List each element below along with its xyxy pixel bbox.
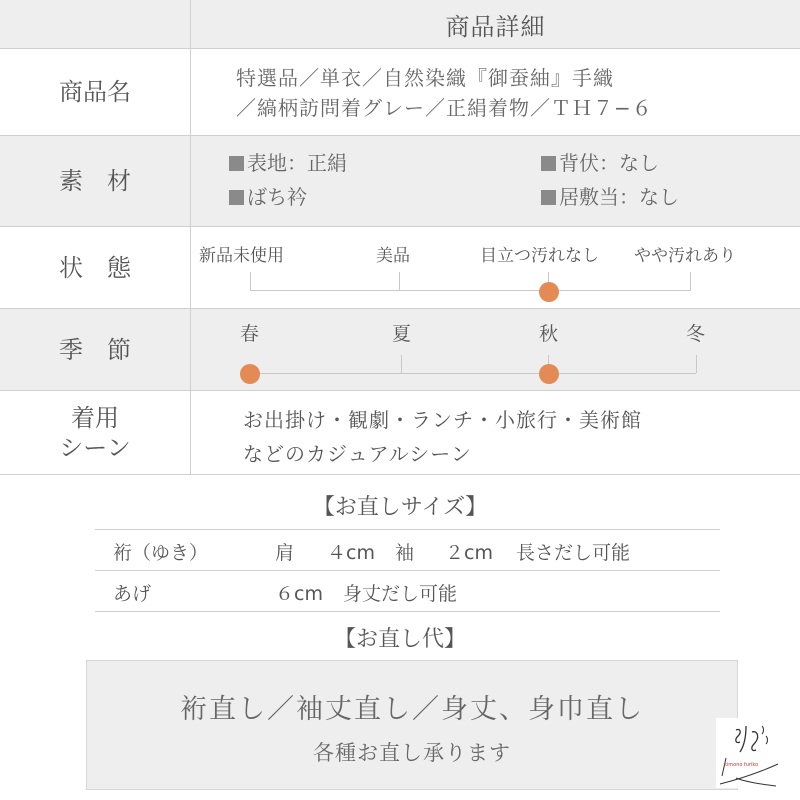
- scene-value: [243, 403, 642, 471]
- brand-logo-icon: [716, 718, 782, 788]
- condition-level-label: 目立つ汚れなし: [480, 246, 599, 266]
- season-label: 冬: [686, 323, 706, 345]
- square-bullet-icon: [541, 156, 556, 171]
- season-label: 春: [240, 323, 260, 345]
- material-item: ばち衿: [229, 182, 307, 212]
- season-scale-line: [250, 373, 696, 374]
- product-name-line1: 特選品／単衣／自然染織『御蚕紬』手織: [236, 66, 614, 90]
- season-label: 夏: [392, 323, 412, 345]
- condition-scale-line: [250, 290, 691, 291]
- size-row-yuki: 裄（ゆき） 肩 ４cm 袖 ２cm 長さだし可能: [95, 529, 720, 571]
- header-title: 商品詳細: [445, 12, 546, 41]
- header-corner: [0, 0, 191, 48]
- label-season: 季 節: [0, 309, 191, 390]
- repair-main-text: 裄直し／袖丈直し／身丈、身巾直し: [180, 694, 644, 725]
- repair-sub-text: 各種お直し承ります: [313, 741, 511, 765]
- size-row-label: 裄（ゆき）: [113, 542, 209, 564]
- season-selected-marker-autumn: [539, 364, 559, 384]
- row-product-name: [0, 49, 800, 136]
- square-bullet-icon: [229, 156, 244, 171]
- square-bullet-icon: [229, 190, 244, 205]
- season-scale-tick: [696, 355, 697, 373]
- logo-text: kimono furiko: [724, 762, 759, 768]
- condition-level-label: やや汚れあり: [634, 246, 736, 266]
- table-header: [0, 0, 800, 49]
- condition-selected-marker: [539, 282, 559, 302]
- season-scale-tick: [401, 355, 402, 373]
- size-row-label: あげ: [113, 583, 152, 605]
- condition-level-label: 新品未使用: [199, 246, 284, 266]
- row-season: [0, 309, 800, 391]
- condition-scale-tick: [690, 272, 691, 290]
- size-row-age: あげ ６cm 身丈だし可能: [95, 571, 720, 612]
- scene-line1: お出掛け・観劇・ランチ・小旅行・美術館: [243, 408, 642, 432]
- label-scene: 着用 シーン: [0, 391, 191, 474]
- row-condition: [0, 227, 800, 309]
- repair-info-box: [86, 660, 738, 790]
- material-item: 居敷当：なし: [541, 182, 679, 212]
- label-condition: 状 態: [0, 227, 191, 308]
- season-selected-marker-spring: [240, 364, 260, 384]
- size-section-title: 【お直しサイズ】: [312, 495, 488, 520]
- condition-scale-tick: [250, 272, 251, 290]
- row-scene: [0, 391, 800, 475]
- scene-line2: などのカジュアルシーン: [243, 442, 472, 466]
- product-name-value: [236, 63, 653, 123]
- condition-level-label: 美品: [376, 246, 410, 266]
- product-name-line2: ／縞柄訪問着グレー／正絹着物／ＴＨ７−６: [236, 96, 653, 120]
- label-material: 素 材: [0, 136, 191, 226]
- square-bullet-icon: [541, 190, 556, 205]
- condition-scale-tick: [399, 272, 400, 290]
- row-material: [0, 136, 800, 227]
- season-label: 秋: [539, 323, 559, 345]
- material-item: 背伏：なし: [541, 148, 659, 178]
- material-item: 表地：正絹: [229, 148, 347, 178]
- repair-section-title: 【お直し代】: [333, 627, 466, 652]
- label-product-name: 商品名: [0, 49, 191, 135]
